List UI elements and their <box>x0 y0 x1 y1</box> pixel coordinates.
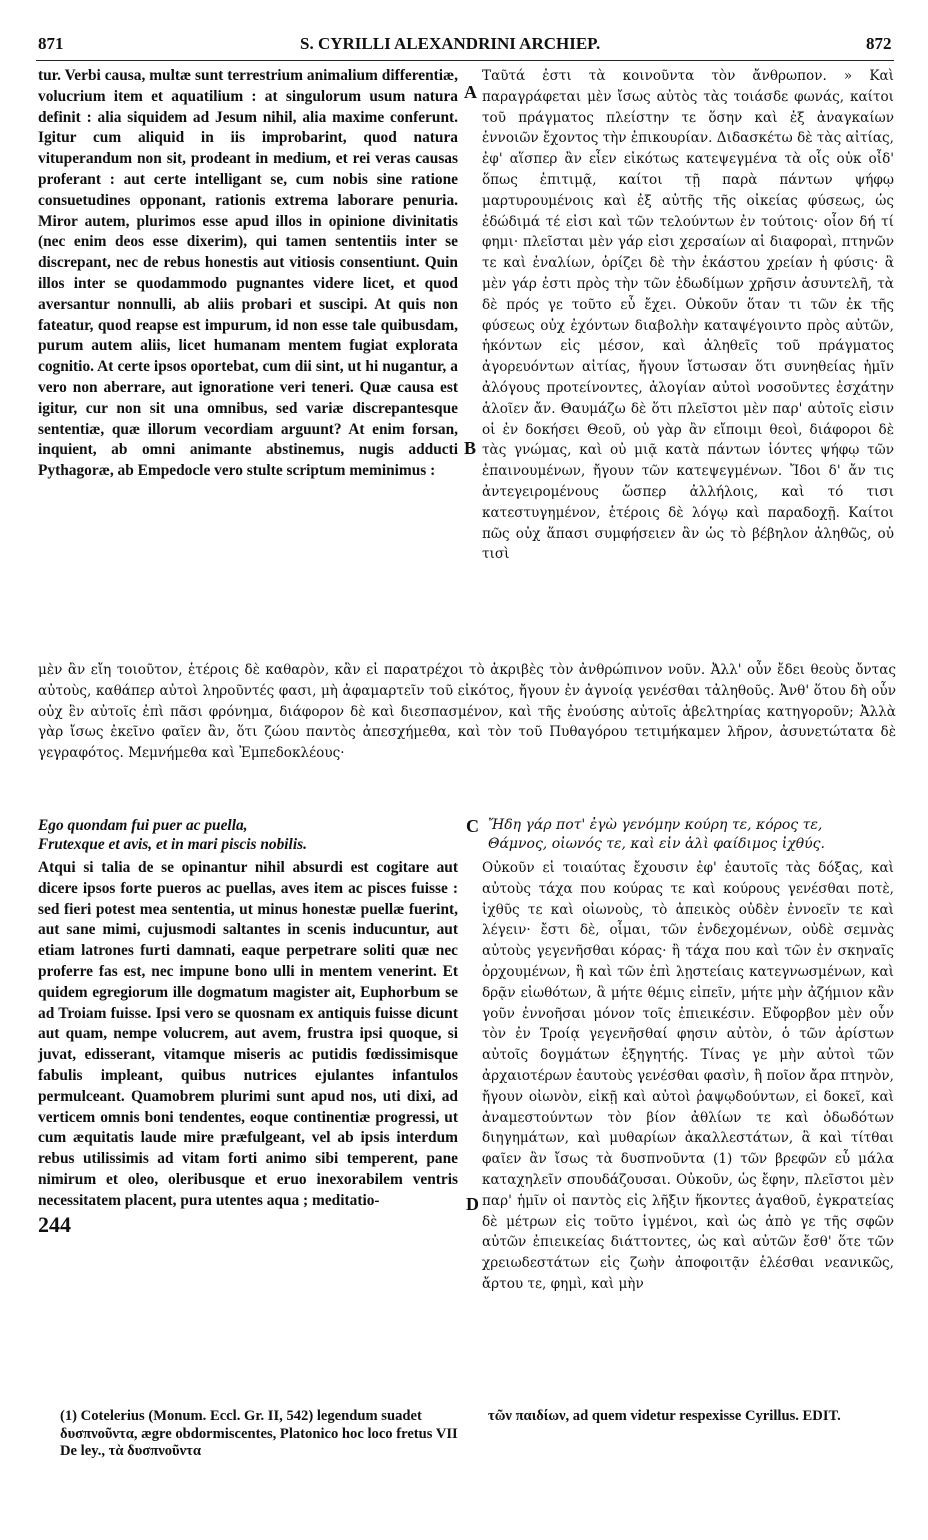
greek-full-text: μὲν ἂν εἴη τοιοῦτον, ἑτέροις δὲ καθαρὸν, κἂν εἰ παρατρέχοι τὸ ἀκριβὲς τὸν ἀνθρώπινον νοῦν. Ἀλλ' οὖν ἔδει θεοὺς ὄντας αὐτοὺς, καθάπερ αὐτοὶ ληροῦντές φασι, μὴ ἀφαμαρτεῖν τοῦ εἰκότος, ἤγουν ἐν ἀγνοίᾳ γενέσθαι τἀληθοῦς. Ἀνθ' ὅτου δὴ οὖν οὐχ ἓν αὐτοῖς ἐπὶ πᾶσι φρόνημα, διάφορον δὲ καὶ διεσπασμένον, καὶ τῆς ἐνούσης αὐτοῖς ἀβελτηρίας κατηγοροῦν; Ἀλλὰ γὰρ ἴσως ἐκεῖνο φαῖεν ἂν, ὅτι ζώου παντὸς ἀπεσχήμεθα, καὶ τὸν τοῦ Πυθαγόρου τετιμήκαμεν λῆρον, ἀσυνετώτατα δὲ γεγραφότος. Μεμνήμεθα καὶ Ἐμπεδοκλέους· <box>38 662 896 762</box>
section-marker-c: C <box>466 816 479 836</box>
section-marker-d: D <box>466 1194 479 1214</box>
greek-column-top <box>482 66 894 565</box>
latin-verse-line: Ego quondam fui puer ac puella, <box>38 817 248 834</box>
latin-text-top: tur. Verbi causa, multæ sunt terrestrium animalium differentiæ, volucrium item et aquatilium : at singulorum usum natura definit : alia siquidem ad Jesum nihil, alia maxime conferunt. Igitur cum aliquid in iis improbarint, quod natura vituperandum non sit, prodeant in medium, et rei veras causas proferant : aut certe intelligant se, cum nobis sine ratione consuetudines opponant, rationis extrema laborare penuria. Miror autem, plurimos esse apud illos in opinione divinitatis (nec enim deos esse dixerim), qui tamen sententiis inter se discrepant, nec de rebus honestis aut vitiosis consentiunt. Quin illos inter se quodammodo pugnantes videre licet, et quod aversantur nonnulli, ab aliis probari et suscipi. At quis non fateatur, quod reapse est impurum, id non esse tale quibusdam, purum autem aliis, licet humanam mentem fugiat explorata cognitio. At certe ipsos oportebat, cum dii sint, ut hi nugantur, a vero non aberrare, aut ignoratione veri teneri. Quæ causa est igitur, cur non sit una omnibus, sed variæ discrepantesque sententiæ, quæ illorum vecordiam arguunt? At enim forsan, inquient, ab omni animante abstinemus, nugis adducti Pythagoræ, ab Empedocle vero stulte scriptum meminimus : <box>38 67 458 480</box>
greek-verse <box>488 816 898 854</box>
left-page-number: 871 <box>38 34 64 53</box>
greek-verse-line: Θάμνος, οἰωνός τε, καὶ εἰν ἁλὶ φαίδιμος ἰχθύς. <box>488 836 825 852</box>
greek-text-top: Ταῦτά ἐστι τὰ κοινοῦντα τὸν ἄνθρωπον. » Καὶ παραγράφεται μὲν ἴσως αὐτὸς τὰς τοιάσδε φωνάς, καίτοι τοῦ πράγματος πλείστην τε ὅσην καὶ ἐξ ἀναγκαίων ἐννοιῶν ἔχοντος τὴν ἐπικουρίαν. Διδασκέτω δὲ τὰς αἰτίας, ἐφ' αἵσπερ ἂν εἶεν εἰκότως κατεψεγμένα τὰ οἷς οὐκ οἶδ' ὅπως ἐπιτιμᾷ, καίτοι τῇ παρὰ πάντων ψήφῳ μαρτυρουμένοις καὶ ἐξ αὐτῆς τῆς οἰκείας φύσεως, ὡς ἐδώδιμά τέ εἰσι καὶ τῶν τελούντων ἐν τούτοις· οἷον δή τί φημι· πλεῖσται μὲν γάρ εἰσι χερσαίων αἱ διαφοραὶ, πτηνῶν τε καὶ ἐναλίων, ὁρίζει δὲ τὴν ἑκάστου χρείαν ἡ φύσις· ἃ μὲν γάρ ἐστι πρὸς τὴν τῶν ἐδωδίμων χρῆσιν ἀσυντελῆ, τὰ δὲ πρός γε τοῦτο εὖ ἔχει. Οὐκοῦν ὅταν τι τῶν ἐκ τῆς φύσεως οὐχ ἐχόντων διαβολὴν καταψέγοιντο πρὸς αὐτῶν, ἡκόντων εἰς μέσον, καὶ ἀληθεῖς τοῦ πράγματος ἀγορευόντων αἰτίας, ἤγουν ἴστωσαν ὅτι συνηθείας ἡμῖν ἀλόγους προτείνοντες, ἀλογίαν αὐτοὶ νοσοῦντες ἐσχάτην ἁλοῖεν ἄν. Θαυμάζω δὲ ὅτι πλεῖστοι μὲν παρ' αὐτοῖς εἰσιν οἱ ἐν δοκήσει Θεοῦ, οὐ γὰρ ἂν εἴποιμι θεοὶ, διάφοροι δὲ τὰς γνώμας, καὶ οὐ μιᾷ κατὰ πάντων ἰόντες ψήφῳ τῶν ἐπαινουμένων, ἤγουν τῶν κατεψεγμένων. Ἴδοι δ' ἄν τις ἀντεγειρομένους ὥσπερ ἀλλήλοις, καὶ τό τισι κατεστυγημένον, ἑτέροις δὲ λόγῳ καὶ παραδοχῇ. Καίτοι πῶς οὐχ ἅπασι συμφήσειεν ἂν ὡς τὸ βέβηλον ἀληθῶς, οὐ τισὶ <box>482 68 894 563</box>
latin-text-bottom: Atqui si talia de se opinantur nihil absurdi est cogitare aut dicere ipsos forte pueros ac puellas, aves item ac pisces fuisse : sed fieri potest mea sententia, ut minus honestæ puellæ fuerint, aut sane mimi, cujusmodi saltantes in scenis inducuntur, aut etiam latrones furti damnati, eaque perpetrare soliti quæ nec proferre fas est, nec impune bono ulli in mentem venerint. Et quidem egregiorum ille dogmatum magister ait, Euphorbum se ad Troiam fuisse. Ipsi vero se quosnam ex antiquis fuisse dicunt aut quam, nempe volucrem, aut avem, frustra ipsi quoque, si juvat, edisserant, vitamque miseris ac putidis fœdissimisque fabulis impleant, quibus nutrices ejulantes infantulos permulceant. Quamobrem plurimi sunt apud nos, uti dixi, ad verticem omnis boni tendentes, eoque continentiæ progressi, ut cum æquitatis laude mire præfulgeant, vel ab ipsis interdum rebus utilissimis ad vitam forti animo sibi temperent, pane nimirum et oleo, oleribusque et eruo inexorabilem ventris necessitatem placent, pura utentes aqua ; meditatio- <box>38 859 458 1209</box>
greek-text-bottom: Οὐκοῦν εἰ τοιαύτας ἔχουσιν ἐφ' ἑαυτοῖς τὰς δόξας, καὶ αὐτοὺς τάχα που κούρας τε καὶ κούρους γενέσθαι ποτὲ, ἰχθῦς τε καὶ οἰωνοὺς, τὸ ἀπεικὸς οὐδὲν ἐννοεῖν τε καὶ λέγειν· ἔστι δὲ, οἶμαι, τῶν ἐνδεχομένων, οὐδὲ σεμνὰς αὐτοὺς γεγενῆσθαι κόρας· ἢ τάχα που καὶ τῶν ἐν σκηναῖς ὀρχουμένων, ἢ καὶ τῶν ἐπὶ λῃστείαις κατεγνωσμένων, καὶ δρᾷν εἰωθότων, ἃ μήτε θέμις εἰπεῖν, μήτε μὴν ἀζήμιον κἂν γοῦν ἐννοῆσαι μόνον τοῖς ἐπιεικέσιν. Εὔφορβον μὲν οὖν τὸν ἐν Τροίᾳ γεγενῆσθαί φησιν αὐτὸν, ὁ τῶν ἀρίστων αὐτοῖς δογμάτων ἐξηγητής. Τίνας γε μὴν αὐτοὶ τῶν ἀρχαιοτέρων ἑαυτοὺς γενέσθαι φασὶν, ἢ ποῖον ἄρα πτηνὸν, ἤγουν οἰωνὸν, εἰκῇ καὶ αὐτοὶ ῥαψῳδούντων, εἰ δοκεῖ, καὶ ἀναμεστούντων τὸν βίον ἀθλίων τε καὶ ὀδωδότων διηγημάτων, καὶ μυθαρίων ἀκαλλεστάτων, ἃ καὶ τίτθαι φαῖεν ἂν ἴσως τὰ δυσπνοῦντα (1) τῶν βρεφῶν εὖ μάλα καταχηλεῖν σπουδάζουσαι. Οὐκοῦν, ὡς ἔφην, πλεῖστοι μὲν παρ' ἡμῖν οἱ παντὸς εἰς λῆξιν ἥκοντες ἀγαθοῦ, ἐγκρατείας δὲ μέτρων εἰς τοῦτο ἱγμένοι, καὶ ὡς ἀπὸ γε τῆς σφῶν αὐτῶν ἐπιεικείας διάττοντες, ὡς καὶ αὐτῶν ἔσθ' ὅτε τῶν χρειωδεστάτων εἰς ζωὴν ἀποφοιτᾷν ἑλέσθαι νεανικῶς, ἄρτου τε, φημὶ, καὶ μὴν <box>482 860 894 1292</box>
section-marker-a: A <box>464 82 477 102</box>
header-rule <box>36 60 894 61</box>
running-header <box>0 34 928 60</box>
footnote-right: τῶν παιδίων, ad quem videtur respexisse Cyrillus. EDIT. <box>488 1408 841 1424</box>
latin-verse-line: Frutexque et avis, et in mari piscis nobilis. <box>38 836 307 853</box>
latin-column-top <box>38 66 458 482</box>
right-page-number: 872 <box>866 34 892 53</box>
old-edition-page-marker: 244 <box>38 1212 71 1237</box>
footnote-left: (1) Cotelerius (Monum. Eccl. Gr. II, 542) legendum suadet δυσπνοῦντα, ægre obdormiscentes, Platonico hoc loco fretus VII De ley., τὰ δυσπνοῦντα <box>60 1408 458 1459</box>
greek-column-bottom <box>482 858 894 1295</box>
latin-verse <box>38 816 458 854</box>
latin-column-bottom <box>38 858 458 1212</box>
greek-full-width <box>38 660 896 764</box>
running-title: S. CYRILLI ALEXANDRINI ARCHIEP. <box>300 34 601 53</box>
greek-verse-line: Ἤδη γάρ ποτ' ἐγὼ γενόμην κούρη τε, κόρος τε, <box>488 817 823 833</box>
section-marker-b: B <box>464 438 477 458</box>
